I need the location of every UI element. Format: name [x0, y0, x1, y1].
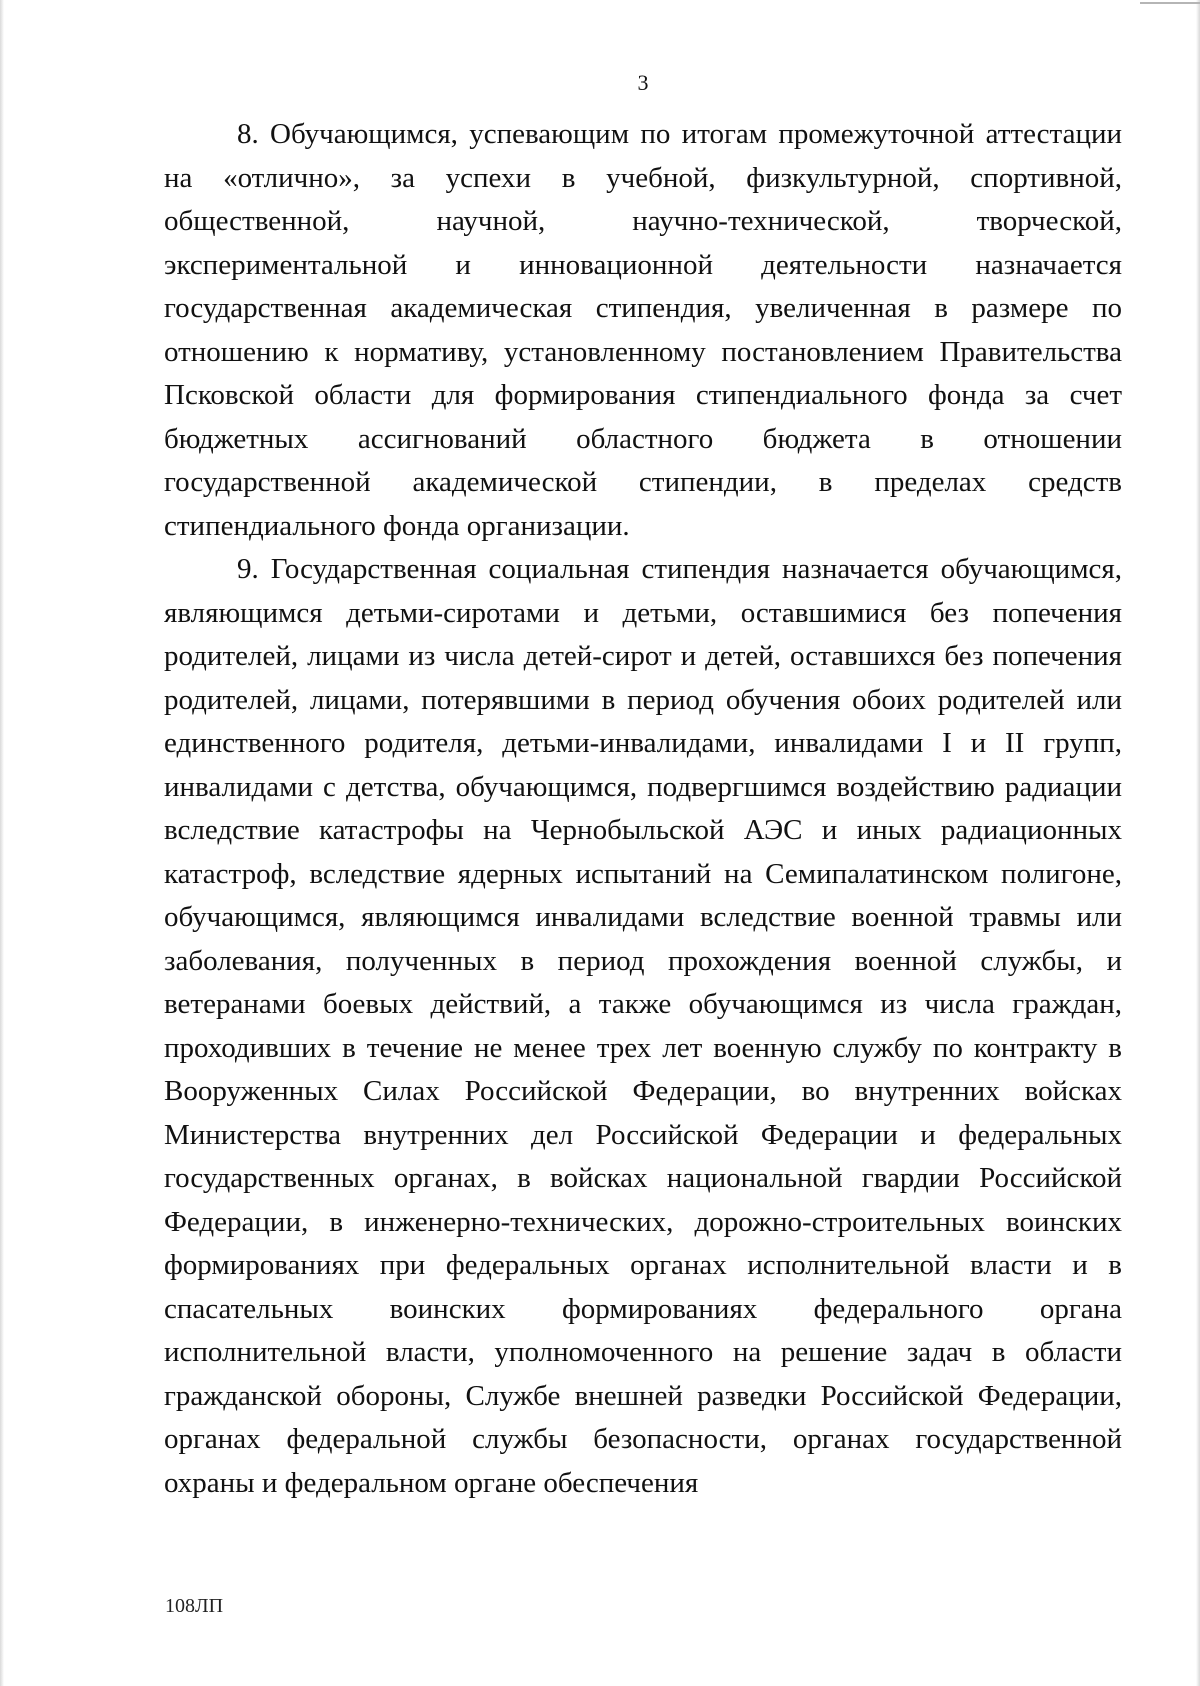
- page-number: 3: [637, 70, 649, 95]
- paragraph-8: 8. Обучающимся, успевающим по итогам промежуточной аттестации на «отлично», за успехи в учебной, физкультурной, спортивной, общественной, научной, научно-технической, творческой, экспериментальной и инновационной деятельности назначается государственная академическая стипендия, увеличенная в размере по отношению к нормативу, установленному постановлением Правительства Псковской области для формирования стипендиального фонда за счет бюджетных ассигнований областного бюджета в отношении государственной академической стипендии, в пределах средств стипендиального фонда организации.: [164, 118, 1122, 542]
- paragraph-9: 9. Государственная социальная стипендия назначается обучающимся, являющимся детьми-сиротами и детьми, оставшимися без попечения родителей, лицами из числа детей-сирот и детей, оставшихся без попечения родителей, лицами, потерявшими в период обучения обоих родителей или единственного родителя, детьми-инвалидами, инвалидами I и II групп, инвалидами с детства, обучающимся, подвергшимся воздействию радиации вследствие катастрофы на Чернобыльской АЭС и иных радиационных катастроф, вследствие ядерных испытаний на Семипалатинском полигоне, обучающимся, являющимся инвалидами вследствие военной травмы или заболевания, полученных в период прохождения военной службы, и ветеранами боевых действий, а также обучающимся из числа граждан, проходивших в течение не менее трех лет военную службу по контракту в Вооруженных Силах Российской Федерации, во внутренних войсках Министерства внутренних дел Российской Федерации и федеральных государственных органах, в войсках национальной гвардии Российской Федерации, в инженерно-технических, дорожно-строительных воинских формированиях при федеральных органах исполнительной власти и в спасательных воинских формированиях федерального органа исполнительной власти, уполномоченного на решение задач в области гражданской обороны, Службе внешней разведки Российской Федерации, органах федеральной службы безопасности, органах государственной охраны и федеральном органе обеспечения: [164, 553, 1122, 1499]
- scan-top-mark: [1140, 2, 1200, 4]
- scan-edge-left: [0, 0, 4, 1686]
- scan-edge-right: [1196, 0, 1200, 1686]
- document-body: [164, 113, 1122, 1505]
- document-code: 108ЛП: [165, 1595, 224, 1617]
